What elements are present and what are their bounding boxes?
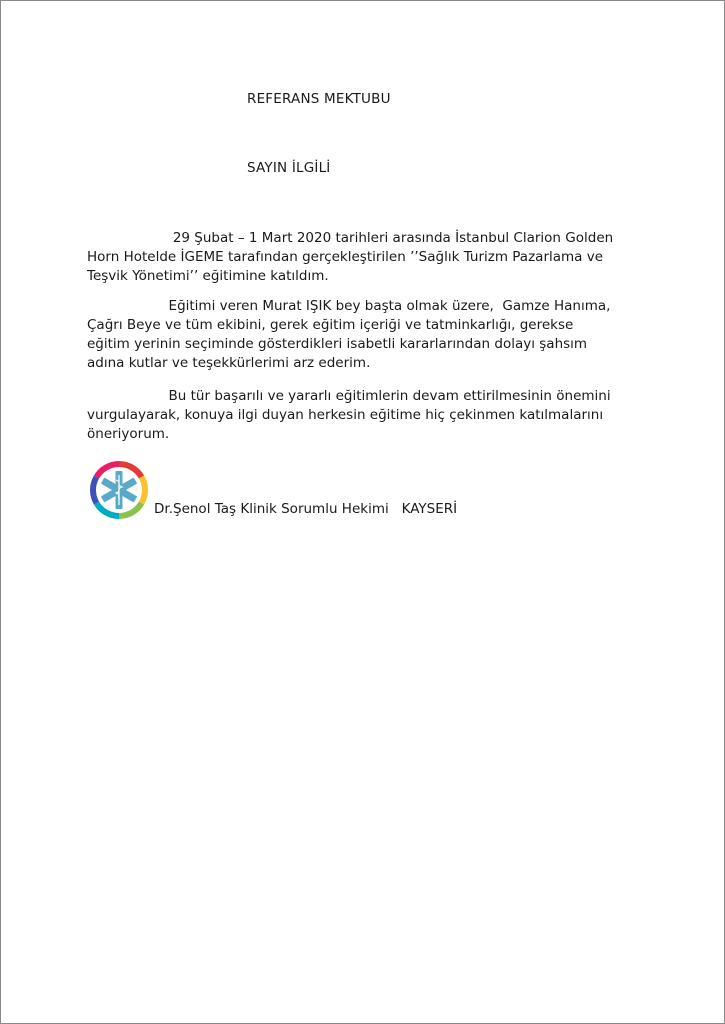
paragraph-line: Eğitimi veren Murat IŞIK bey başta olmak üzere, Gamze Hanıma, <box>87 298 611 314</box>
paragraph-line: Bu tür başarılı ve yararlı eğitimlerin devam ettirilmesinin önemini <box>87 388 611 404</box>
paragraph-2 <box>87 297 667 373</box>
salutation: SAYIN İLGİLİ <box>247 160 331 176</box>
star-of-life-logo-icon <box>89 460 149 520</box>
signature: Dr.Şenol Taş Klinik Sorumlu Hekimi KAYSERİ <box>154 501 458 517</box>
paragraph-line: eğitim yerinin seçiminde gösterdikleri isabetli kararlarından dolayı şahsım <box>87 336 588 352</box>
paragraph-line: Çağrı Beye ve tüm ekibini, gerek eğitim içeriği ve tatminkarlığı, gerekse <box>87 317 574 333</box>
paragraph-line: Teşvik Yönetimi’’ eğitimine katıldım. <box>87 268 329 284</box>
paragraph-line: adına kutlar ve teşekkürlerimi arz ederim. <box>87 355 371 371</box>
paragraph-line: öneriyorum. <box>87 426 170 442</box>
letter-title: REFERANS MEKTUBU <box>247 91 391 107</box>
paragraph-1 <box>87 229 667 286</box>
paragraph-line: 29 Şubat – 1 Mart 2020 tarihleri arasında İstanbul Clarion Golden <box>87 230 614 246</box>
paragraph-3 <box>87 387 667 444</box>
logo-ring-segment <box>90 476 99 505</box>
logo-ring-segment <box>139 476 148 505</box>
paragraph-line: vurgulayarak, konuya ilgi duyan herkesin eğitime hiç çekinmen katılmalarını <box>87 407 604 423</box>
paragraph-line: Horn Hotelde İGEME tarafından gerçekleştirilen ’’Sağlık Turizm Pazarlama ve <box>87 249 604 265</box>
